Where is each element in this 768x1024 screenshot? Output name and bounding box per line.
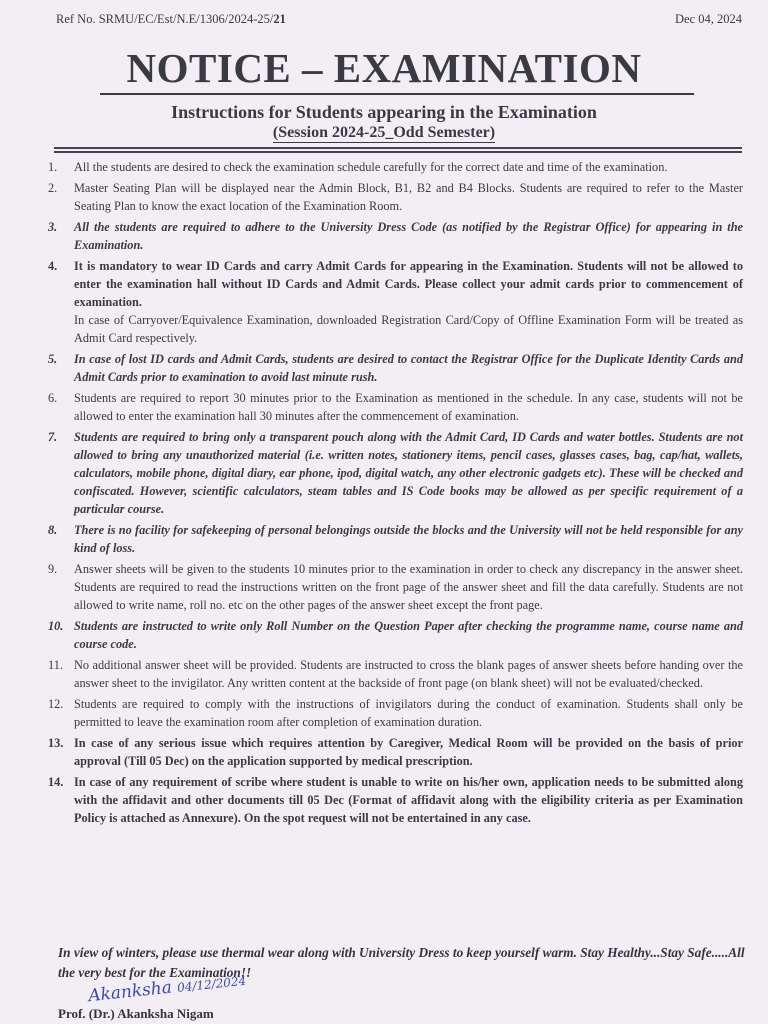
instruction-item: 2. Master Seating Plan will be displayed near the Admin Block, B1, B2 and B4 Blocks. Students are required to refer to the Master Seating Plan to know the exact location of the Examination Room. <box>48 181 743 213</box>
instruction-item: 14. In case of any requirement of scribe where student is unable to write on his/her own, application needs to be submitted along with the affidavit and other documents till 05 Dec (Format of affidavit along with the eligibility criteria as per Examination Policy is attached as Annexure). On the spot request will not be entertained in any case. <box>48 775 743 825</box>
instruction-item: 4. It is mandatory to wear ID Cards and carry Admit Cards for appearing in the Examination. Students will not be allowed to enter the examination hall without ID Cards and Admit Cards. Please collect your admit cards prior to commencement of examination. In case of Carryover/Equivalence Examination, downloaded Registration Card/Copy of Offline Examination Form will be treated as Admit Card respectively. <box>48 259 743 345</box>
closing-message: In view of winters, please use thermal wear along with University Dress to keep yourself warm. Stay Healthy...Stay Safe.....All the very best for the Examination!! <box>58 945 745 980</box>
instruction-item: 6. Students are required to report 30 minutes prior to the Examination as mentioned in the schedule. In any case, students will not be allowed to enter the examination hall 30 minutes after the commencement of examination. <box>48 391 743 423</box>
instruction-list <box>30 158 743 830</box>
subtitle: Instructions for Students appearing in the Examination <box>171 102 597 122</box>
instruction-item: 9. Answer sheets will be given to the students 10 minutes prior to the examination in order to check any discrepancy in the answer sheet. Students are required to read the instructions written on the front page of the answer sheet and fill the data carefully. Students are not allowed to write name, roll no. etc on the other pages of the answer sheet except the front page. <box>48 562 743 612</box>
notice-date: Dec 04, 2024 <box>675 12 742 26</box>
divider-top <box>54 147 742 149</box>
instruction-item: 12. Students are required to comply with the instructions of invigilators during the conduct of examination. Students shall only be permitted to leave the examination room after completion of examination duration. <box>48 697 743 729</box>
instruction-item: 1. All the students are desired to check the examination schedule carefully for the correct date and time of the examination. <box>48 160 668 174</box>
instruction-item: 7. Students are required to bring only a transparent pouch along with the Admit Card, ID Cards and water bottles. Students are not allowed to bring any unauthorized material (i.e. written notes, stationery items, pencil cases, glasses cases, bag, cap/hat, wallets, calculators, mobile phone, digital diary, ear phone, ipod, digital watch, any other electronic gadgets etc). These will be checked and confiscated. However, scientific calculators, steam tables and IS Code books may be allowed as per specific requirement of a particular course. <box>48 430 743 516</box>
handwritten-signature: Akanksha 04/12/2024 <box>87 973 247 1007</box>
instruction-item: 5. In case of lost ID cards and Admit Cards, students are desired to contact the Registrar Office for the Duplicate Identity Cards and Admit Cards prior to examination to avoid last minute rush. <box>48 352 743 384</box>
instruction-item: 11. No additional answer sheet will be provided. Students are instructed to cross the blank pages of answer sheets before handing over the answer sheet to the invigilator. Any written content at the backside of front page (on blank sheet) will not be evaluated/checked. <box>48 658 743 690</box>
page-title: NOTICE – EXAMINATION <box>126 45 642 91</box>
reference-number: Ref No. SRMU/EC/Est/N.E/1306/2024-25/21 <box>56 12 286 26</box>
divider-bottom <box>54 151 742 153</box>
instruction-item: 13. In case of any serious issue which requires attention by Caregiver, Medical Room will be provided on the basis of prior approval (Till 05 Dec) on the application supported by medical prescription. <box>48 736 743 768</box>
title-underline <box>100 93 694 95</box>
signatory-name: Prof. (Dr.) Akanksha Nigam <box>58 1006 214 1021</box>
instruction-item: 10. Students are instructed to write only Roll Number on the Question Paper after checking the programme name, course name and course code. <box>48 619 743 651</box>
session-label: (Session 2024-25_Odd Semester) <box>272 124 496 141</box>
instruction-item: 3. All the students are required to adhere to the University Dress Code (as notified by the Registrar Office) for appearing in the Examination. <box>48 220 743 252</box>
instruction-item: 8. There is no facility for safekeeping of personal belongings outside the blocks and the University will not be held responsible for any kind of loss. <box>48 523 743 555</box>
